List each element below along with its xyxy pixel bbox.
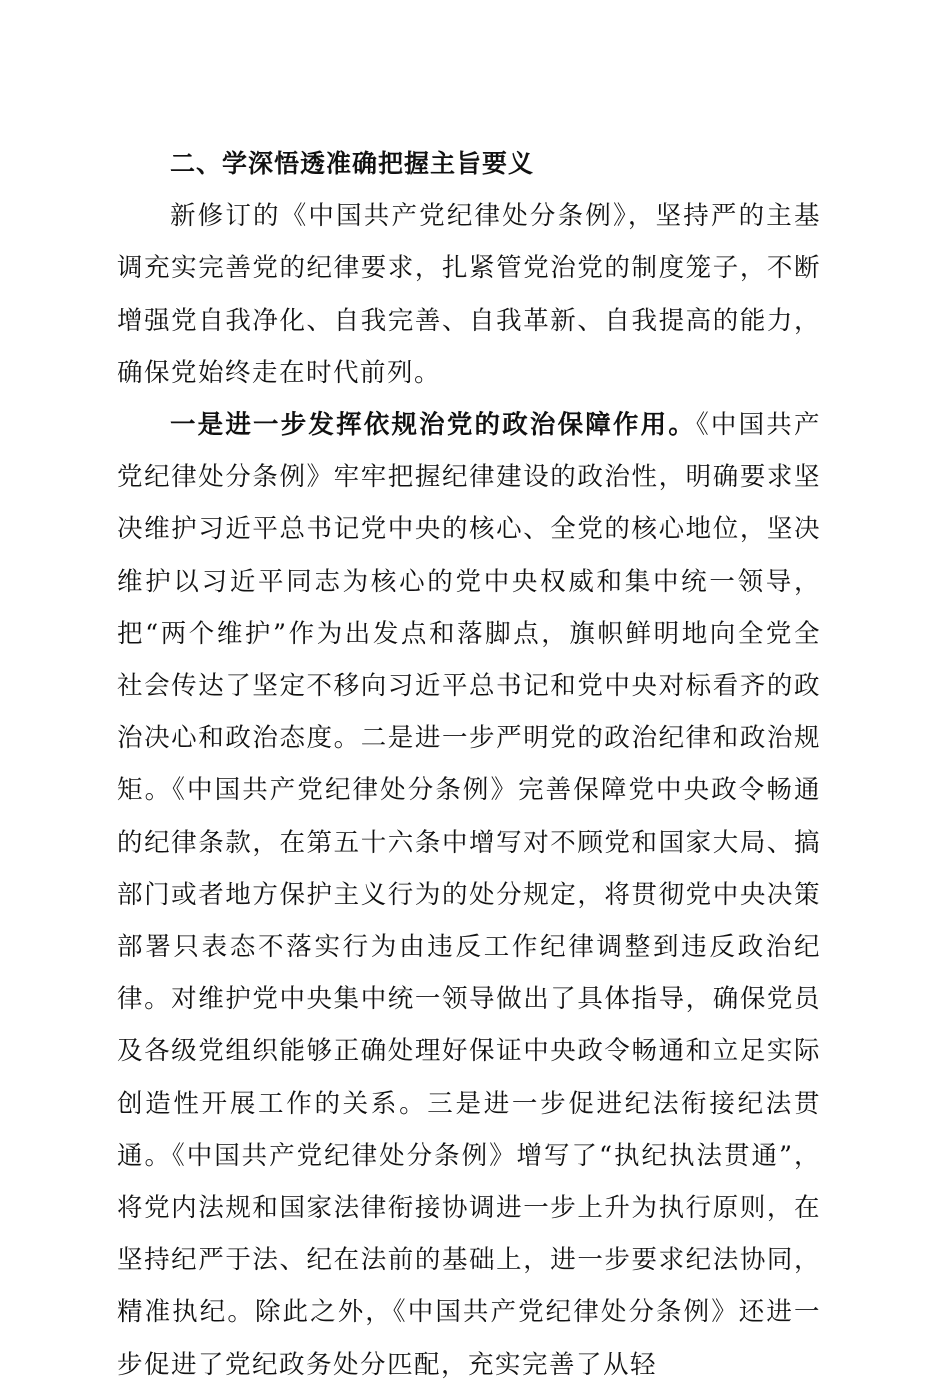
paragraph-lead-sentence: 一是进一步发挥依规治党的政治保障作用。 xyxy=(170,410,696,441)
document-body xyxy=(117,138,821,1391)
paragraph-text: 《中国共产党纪律处分条例》牢牢把握纪律建设的政治性，明确要求坚决维护习近平总书记党中央的核心、全党的核心地位，坚决维护以习近平同志为核心的党中央权威和集中统一领导，把“两个维护”作为出发点和落脚点，旗帜鲜明地向全党全社会传达了坚定不移向习近平总书记和党中央对标看齐的政治决心和政治态度。二是进一步严明党的政治纪律和政治规矩。《中国共产党纪律处分条例》完善保障党中央政令畅通的纪律条款，在第五十六条中增写对不顾党和国家大局、搞部门或者地方保护主义行为的处分规定，将贯彻党中央决策部署只表态不落实行为由违反工作纪律调整到违反政治纪律。对维护党中央集中统一领导做出了具体指导，确保党员及各级党组织能够正确处理好保证中央政令畅通和立足实际创造性开展工作的关系。三是进一步促进纪法衔接纪法贯通。《中国共产党纪律处分条例》增写了“执纪执法贯通”，将党内法规和国家法律衔接协调进一步上升为执行原则，在坚持纪严于法、纪在法前的基础上，进一步要求纪法协同，精准执纪。除此之外，《中国共产党纪律处分条例》还进一步促进了党纪政务处分匹配，充实完善了从轻 xyxy=(117,410,821,1380)
intro-paragraph: 新修订的《中国共产党纪律处分条例》，坚持严的主基调充实完善党的纪律要求，扎紧管党治党的制度笼子，不断增强党自我净化、自我完善、自我革新、自我提高的能力，确保党始终走在时代前列。 xyxy=(117,201,821,388)
body-paragraph xyxy=(117,399,821,1391)
section-heading: 二、学深悟透准确把握主旨要义 xyxy=(170,149,535,178)
